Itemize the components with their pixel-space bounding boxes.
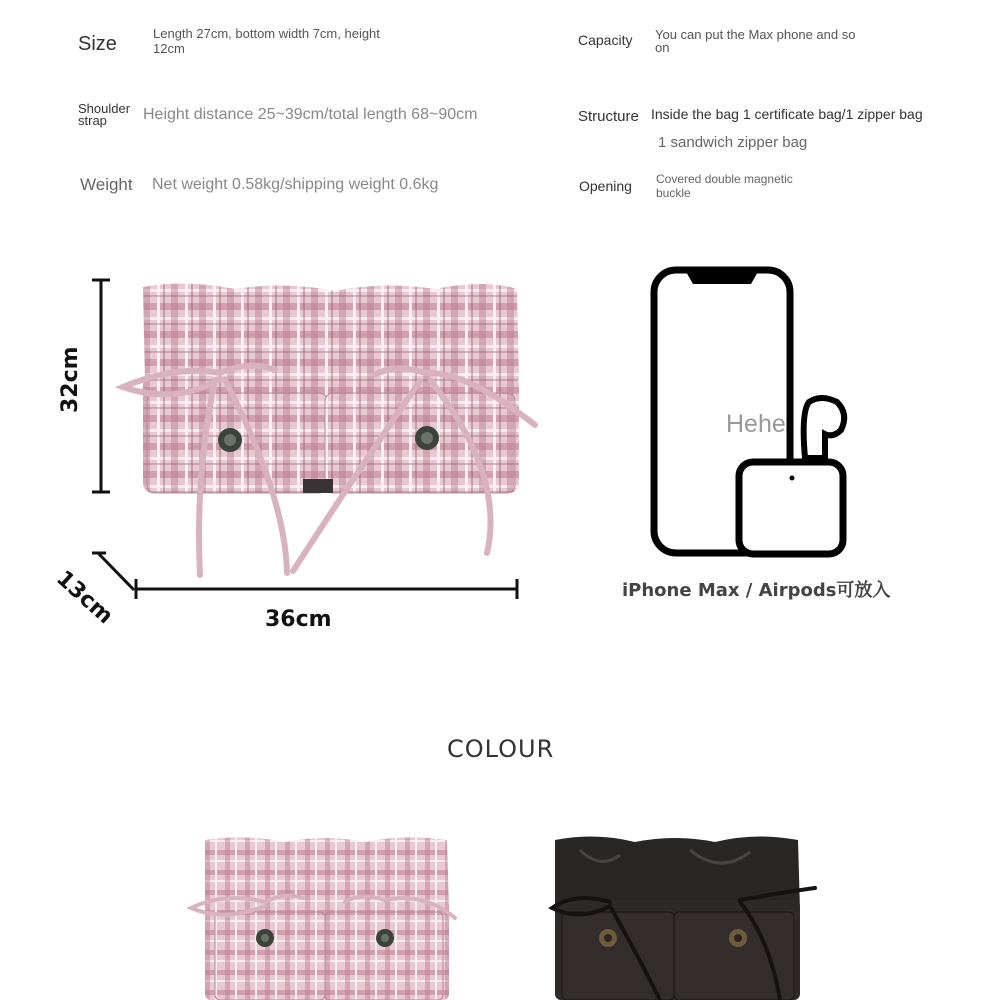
capacity-value-line1: You can put the Max phone and so	[655, 27, 856, 42]
size-value-line1: Length 27cm, bottom width 7cm, height	[153, 26, 380, 41]
height-dimension-label: 32cm	[58, 346, 83, 413]
shoulder-strap-value: Height distance 25~39cm/total length 68~90cm	[143, 106, 478, 123]
watermark-text: Hehe	[726, 410, 786, 438]
pink-plaid-variant	[185, 830, 465, 1000]
weight-label: Weight	[80, 175, 133, 194]
structure-value-line2: 1 sandwich zipper bag	[658, 134, 808, 151]
capacity-value-line2: on	[655, 40, 670, 55]
colour-heading: COLOUR	[447, 735, 555, 763]
structure-label: Structure	[578, 108, 639, 125]
opening-value-line2: buckle	[656, 186, 691, 200]
opening-label: Opening	[579, 178, 632, 194]
phone-caption: iPhone Max / Airpods可放入	[622, 580, 891, 601]
black-leather-variant	[540, 830, 830, 1000]
width-dimension-label: 36cm	[265, 607, 332, 632]
depth-dimension-label: 13cm	[51, 566, 118, 630]
shoulder-strap-label-line2: strap	[78, 113, 107, 128]
plaid-bag-illustration	[115, 275, 555, 585]
opening-value-line1: Covered double magnetic	[656, 172, 793, 186]
size-label: Size	[78, 33, 117, 55]
shoulder-strap-label-line1: Shoulder	[78, 101, 131, 116]
structure-value-line1: Inside the bag 1 certificate bag/1 zipper bag	[651, 106, 923, 122]
weight-value: Net weight 0.58kg/shipping weight 0.6kg	[152, 176, 439, 193]
capacity-label: Capacity	[578, 32, 633, 48]
size-value-line2: 12cm	[153, 41, 185, 56]
